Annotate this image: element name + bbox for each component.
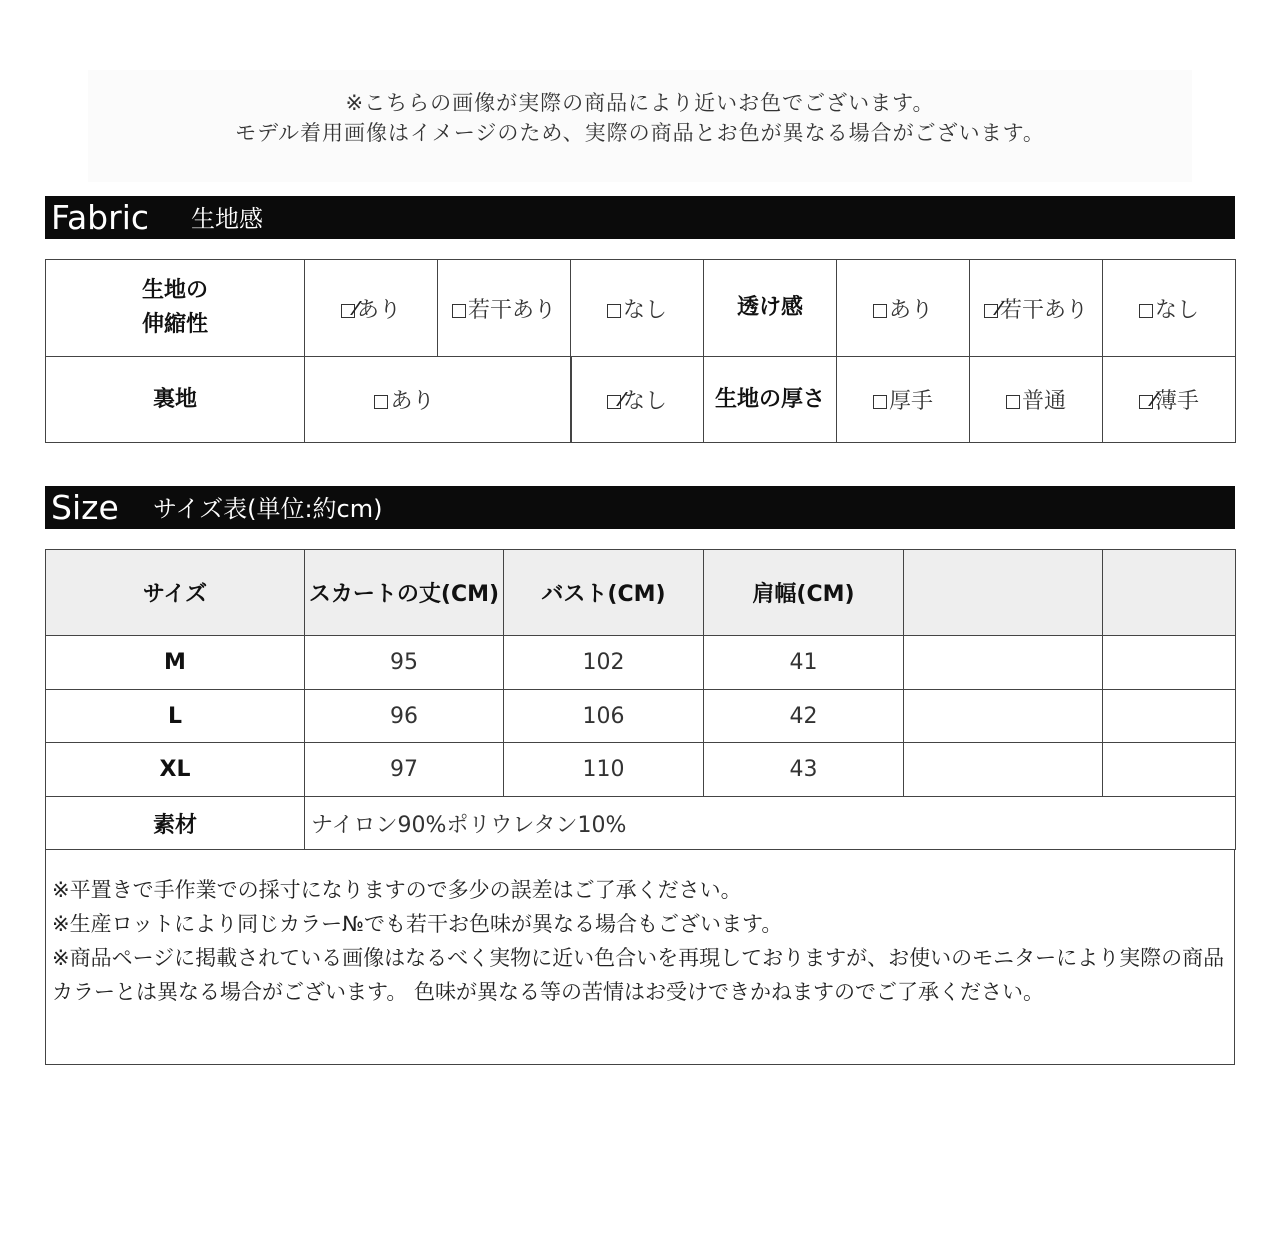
empty-box-icon [1006,395,1020,409]
size-header-jp: サイズ表(単位:約cm) [153,495,383,523]
stretch-option-yes: あり [305,260,438,357]
measurement-notes [45,849,1235,1065]
table-row [46,743,1236,797]
bust-cell: 102 [504,636,704,690]
empty-box-icon [873,304,887,318]
empty-box-icon [452,304,466,318]
shoulder-cell: 41 [704,636,904,690]
note-lot-color: ※生産ロットにより同じカラー№でも若干お色味が異なる場合もございます。 [52,912,783,936]
material-value: ナイロン90%ポリウレタン10% [305,797,1236,850]
size-cell: M [46,636,305,690]
sheer-option-no: なし [1103,260,1236,357]
material-row [46,797,1236,850]
empty-cell [1103,636,1236,690]
header-shoulder: 肩幅(CM) [704,550,904,636]
bust-cell: 106 [504,690,704,743]
fabric-header-jp: 生地感 [191,205,263,233]
header-empty-1 [904,550,1103,636]
material-label: 素材 [46,797,305,850]
checked-box-icon [1139,395,1153,409]
table-row [46,636,1236,690]
thickness-option-normal: 普通 [970,357,1103,443]
empty-cell [904,636,1103,690]
size-cell: XL [46,743,305,797]
skirt-length-cell: 96 [305,690,504,743]
checked-box-icon [341,304,355,318]
color-notice-line-2: モデル着用画像はイメージのため、実際の商品とお色が異なる場合がございます。 [235,121,1045,145]
fabric-row-2 [46,357,1236,443]
empty-cell [904,743,1103,797]
empty-box-icon [873,395,887,409]
shoulder-cell: 43 [704,743,904,797]
header-skirt-length: スカートの丈(CM) [305,550,504,636]
fabric-header-en: Fabric [51,198,150,237]
empty-cell [904,690,1103,743]
sheer-option-yes: あり [837,260,970,357]
note-measurement: ※平置きで手作業での採寸になりますので多少の誤差はご了承ください。 [52,878,742,902]
lining-label: 裏地 [46,357,305,443]
stretch-label: 生地の 伸縮性 [46,260,305,357]
empty-cell [1103,743,1236,797]
stretch-option-no: なし [571,260,704,357]
bust-cell: 110 [504,743,704,797]
size-table [45,549,1236,850]
fabric-table [45,259,1236,443]
size-cell: L [46,690,305,743]
thickness-label: 生地の厚さ [704,357,837,443]
checked-box-icon [607,395,621,409]
empty-box-icon [607,304,621,318]
skirt-length-cell: 95 [305,636,504,690]
skirt-length-cell: 97 [305,743,504,797]
shoulder-cell: 42 [704,690,904,743]
empty-cell [1103,690,1236,743]
sheer-option-slight: 若干あり [970,260,1103,357]
checked-box-icon [984,304,998,318]
color-notice-line-1: ※こちらの画像が実際の商品により近いお色でございます。 [345,91,935,115]
empty-box-icon [374,395,388,409]
table-row [46,690,1236,743]
fabric-row-1 [46,260,1236,357]
note-monitor-color: ※商品ページに掲載されている画像はなるべく実物に近い色合いを再現しておりますが、お使いのモニターにより実際の商品カラーとは異なる場合がございます。 色味が異なる等の苦情はお受けできかねますのでご了承ください。 [52,946,1225,1004]
size-table-header-row [46,550,1236,636]
thickness-option-thin: 薄手 [1103,357,1236,443]
color-notice [88,70,1192,182]
header-bust: バスト(CM) [504,550,704,636]
header-empty-2 [1103,550,1236,636]
lining-option-no: なし [571,357,704,443]
fabric-section-header [45,196,1235,239]
header-size: サイズ [46,550,305,636]
size-section-header [45,486,1235,529]
size-header-en: Size [51,488,119,527]
lining-option-yes: あり [305,357,571,443]
empty-box-icon [1139,304,1153,318]
stretch-option-slight: 若干あり [438,260,571,357]
thickness-option-thick: 厚手 [837,357,970,443]
sheer-label: 透け感 [704,260,837,357]
